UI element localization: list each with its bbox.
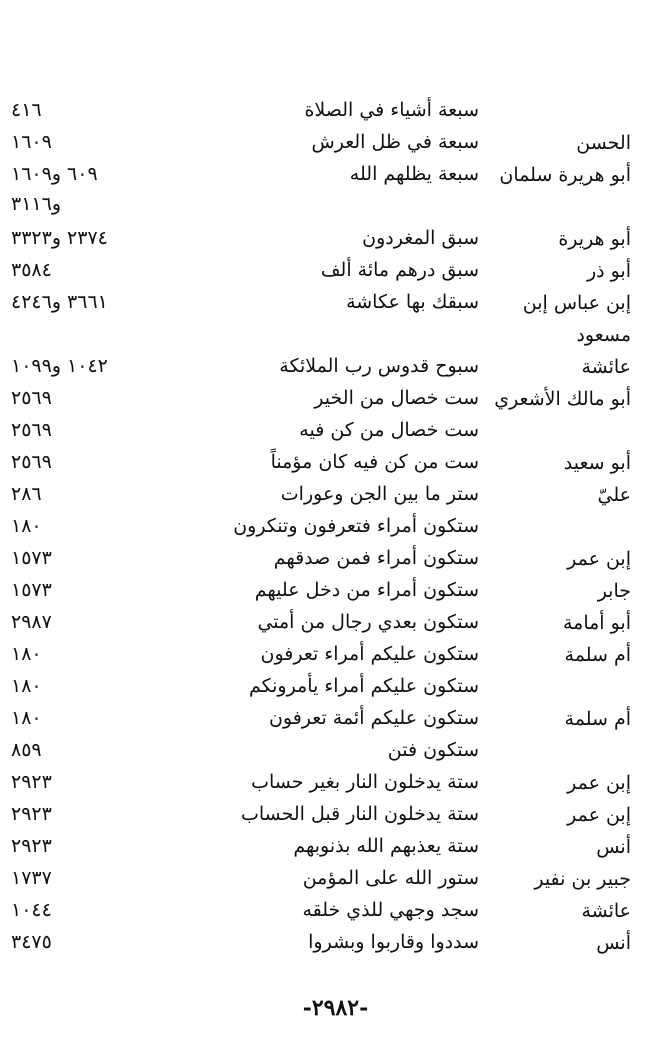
hadith-text: ستكون عليكم أمراء تعرفون	[260, 643, 479, 665]
reference-number: ٢٩٨٧	[11, 611, 52, 633]
hadith-text: سجد وجهي للذي خلقه	[302, 899, 479, 921]
hadith-text: سبق درهم مائة ألف	[320, 259, 479, 281]
reference-number: ١٥٧٣	[11, 579, 52, 601]
reference-numbers	[11, 543, 211, 573]
index-row	[0, 863, 671, 895]
index-row	[0, 575, 671, 607]
reference-numbers	[11, 255, 211, 285]
index-row	[0, 895, 671, 927]
index-row	[0, 831, 671, 863]
index-row	[0, 95, 671, 127]
reference-numbers	[11, 479, 211, 509]
reference-numbers	[11, 383, 211, 413]
reference-number: ١٥٧٣	[11, 547, 52, 569]
reference-numbers	[11, 511, 211, 541]
narrator-text: جابر	[597, 580, 631, 602]
narrator-text: عليّ	[597, 484, 631, 506]
reference-numbers	[11, 223, 211, 253]
reference-number: ٢٩٢٣	[11, 803, 52, 825]
index-row	[0, 415, 671, 447]
index-row	[0, 543, 671, 575]
index-row	[0, 511, 671, 543]
reference-number: ١٨٠	[11, 515, 42, 537]
reference-numbers	[11, 639, 211, 669]
reference-number: ٨٥٩	[11, 739, 42, 761]
hadith-text: ست خصال من الخير	[314, 387, 479, 409]
hadith-text: ستكون أمراء فتعرفون وتنكرون	[233, 515, 479, 537]
reference-number: ٣٥٨٤	[11, 259, 52, 281]
narrator-text: أبو سعيد	[563, 452, 631, 474]
hadith-text: ستة يدخلون النار بغير حساب	[251, 771, 479, 793]
index-row	[0, 351, 671, 383]
hadith-text: ستكون بعدي رجال من أمتي	[257, 611, 479, 633]
reference-number: ١٨٠	[11, 643, 42, 665]
index-row	[0, 671, 671, 703]
reference-number: و٣١١٦	[11, 193, 62, 215]
reference-number: ١٦٠٩	[11, 131, 52, 153]
hadith-text: ستر ما بين الجن وعورات	[280, 483, 479, 505]
reference-number: ١٠٤٤	[11, 899, 52, 921]
narrator-text: أنس	[596, 836, 631, 858]
narrator-text: إبن عمر	[567, 804, 631, 826]
reference-numbers	[11, 927, 211, 957]
reference-numbers	[11, 735, 211, 765]
narrator-text: أبو أمامة	[562, 612, 631, 634]
narrator-text: عائشة	[581, 900, 631, 922]
hadith-text: ستور الله على المؤمن	[302, 867, 479, 889]
index-row	[0, 607, 671, 639]
narrator-text: الحسن	[576, 132, 631, 154]
reference-number: ١٨٠	[11, 675, 42, 697]
hadith-text: ستكون عليكم أئمة تعرفون	[268, 707, 479, 729]
index-row	[0, 639, 671, 671]
reference-number: ٦٠٩ و١٦٠٩	[11, 163, 98, 185]
reference-number: ١٠٤٢ و١٠٩٩	[11, 355, 108, 377]
reference-numbers	[11, 607, 211, 637]
reference-numbers	[11, 575, 211, 605]
hadith-text: ست خصال من كن فيه	[299, 419, 479, 441]
reference-numbers	[11, 895, 211, 925]
index-table	[0, 95, 671, 959]
index-row	[0, 127, 671, 159]
reference-numbers	[11, 767, 211, 797]
narrator-text: عائشة	[581, 356, 631, 378]
index-row	[0, 735, 671, 767]
hadith-text: ستكون عليكم أمراء يأمرونكم	[248, 675, 479, 697]
narrator-text: أم سلمة	[564, 644, 631, 666]
reference-number: ٣٦٦١ و٤٢٤٦	[11, 291, 108, 313]
hadith-text: ست من كن فيه كان مؤمناً	[270, 451, 479, 473]
reference-number: ٢٩٢٣	[11, 835, 52, 857]
hadith-text: سددوا وقاربوا وبشروا	[308, 931, 479, 953]
reference-numbers	[11, 863, 211, 893]
narrator-text: أبو ذر	[586, 260, 631, 282]
narrator-text: إبن عمر	[567, 548, 631, 570]
reference-number: ٢٥٦٩	[11, 451, 52, 473]
narrator-text: أم سلمة	[564, 708, 631, 730]
hadith-text: سبعة يظلهم الله	[349, 163, 479, 185]
index-row	[0, 159, 671, 223]
reference-number: ٢٥٦٩	[11, 419, 52, 441]
hadith-text: سبق المغردون	[362, 227, 479, 249]
reference-number: ١٨٠	[11, 707, 42, 729]
reference-numbers	[11, 95, 211, 125]
hadith-text: ستكون أمراء من دخل عليهم	[254, 579, 479, 601]
index-row	[0, 799, 671, 831]
reference-number: ٢٩٢٣	[11, 771, 52, 793]
reference-numbers	[11, 351, 211, 381]
narrator-text: أبو هريرة	[558, 228, 631, 250]
hadith-text: سبقك بها عكاشة	[346, 291, 479, 313]
reference-number: ٢٨٦	[11, 483, 42, 505]
index-row	[0, 383, 671, 415]
reference-numbers	[11, 415, 211, 445]
reference-numbers	[11, 127, 211, 157]
reference-numbers	[11, 703, 211, 733]
narrator-text: إبن عمر	[567, 772, 631, 794]
reference-numbers	[11, 287, 211, 317]
reference-numbers	[11, 671, 211, 701]
reference-number: ٢٣٧٤ و٣٣٢٣	[11, 227, 108, 249]
index-row	[0, 287, 671, 351]
hadith-text: ستكون فتن	[387, 739, 479, 761]
reference-numbers	[11, 159, 211, 219]
index-row	[0, 447, 671, 479]
narrator-text: جبير بن نفير	[534, 868, 631, 890]
reference-numbers	[11, 799, 211, 829]
index-row	[0, 255, 671, 287]
reference-number: ٣٤٧٥	[11, 931, 52, 953]
reference-number: ١٧٣٧	[11, 867, 52, 889]
hadith-text: سبوح قدوس رب الملائكة	[279, 355, 479, 377]
index-row	[0, 223, 671, 255]
index-row	[0, 479, 671, 511]
hadith-text: ستة يدخلون النار قبل الحساب	[241, 803, 479, 825]
narrator-text: إبن عباس إبن مسعود	[522, 292, 631, 346]
narrator-text: أبو هريرة سلمان	[499, 164, 631, 186]
hadith-text: ستة يعذبهم الله بذنوبهم	[293, 835, 479, 857]
reference-number: ٤١٦	[11, 99, 42, 121]
reference-numbers	[11, 831, 211, 861]
reference-number: ٢٥٦٩	[11, 387, 52, 409]
index-row	[0, 927, 671, 959]
hadith-text: سبعة في ظل العرش	[311, 131, 479, 153]
page-number: -٢٩٨٢-	[302, 995, 369, 1021]
index-row	[0, 767, 671, 799]
narrator-text: أنس	[596, 932, 631, 954]
reference-numbers	[11, 447, 211, 477]
hadith-text: ستكون أمراء فمن صدقهم	[273, 547, 479, 569]
hadith-text: سبعة أشياء في الصلاة	[304, 99, 479, 121]
index-row	[0, 703, 671, 735]
narrator-text: أبو مالك الأشعري	[494, 388, 631, 410]
